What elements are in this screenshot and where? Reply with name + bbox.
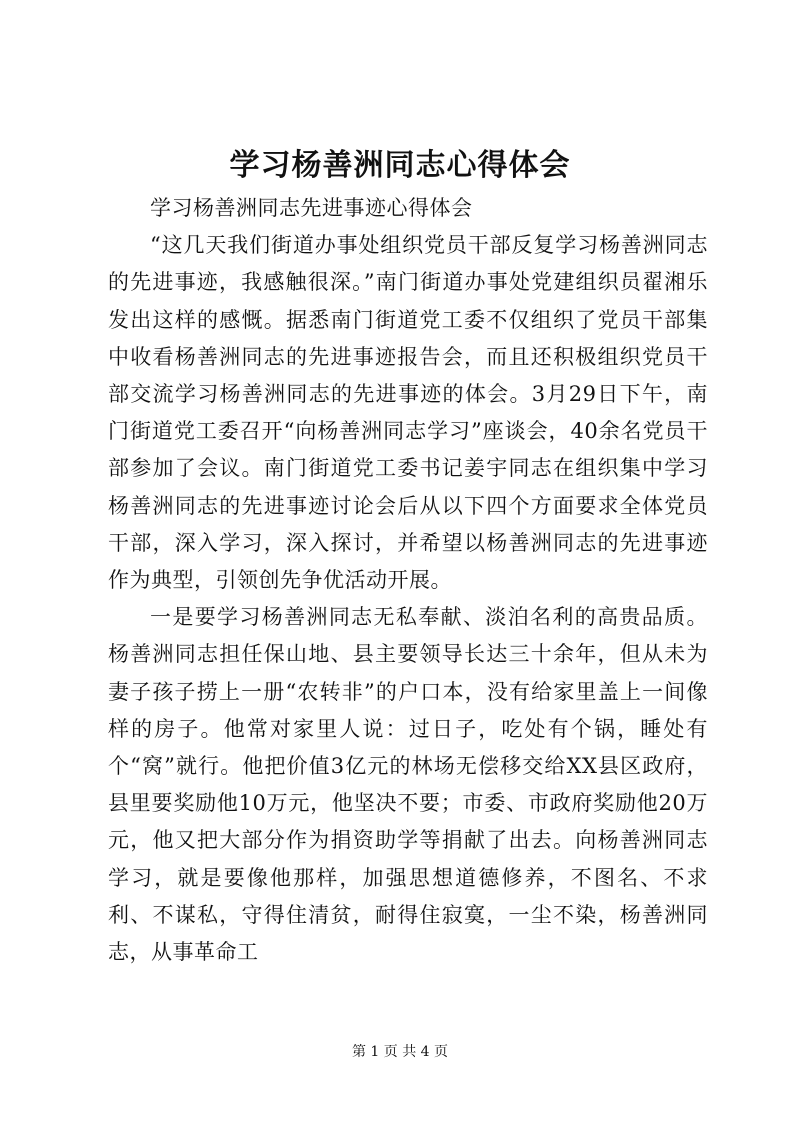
paragraph-subtitle: 学习杨善洲同志先进事迹心得体会 [150, 196, 473, 220]
paragraph-point-one: 一是要学习杨善洲同志无私奉献、淡泊名利的高贵品质。杨善洲同志担任保山地、县主要领导长达三十余年，但从未为妻子孩子捞上一册“农转非”的户口本，没有给家里盖上一间像样的房子。他常对家里人说：过日子，吃处有个锅，睡处有个“窝”就行。他把价值3亿元的林场无偿移交给XX县区政府，县里要奖励他10万元，他坚决不要；市委、市政府奖励他20万元，他又把大部分作为捐资助学等捐献了出去。向杨善洲同志学习，就是要像他那样，加强思想道德修养，不图名、不求利、不谋私，守得住清贫，耐得住寂寞，一尘不染，杨善洲同志，从事革命工 [108, 605, 708, 965]
paragraph-intro: “这几天我们街道办事处组织党员干部反复学习杨善洲同志的先进事迹，我感触很深。”南门街道办事处党建组织员翟湘乐发出这样的感慨。据悉南门街道党工委不仅组织了党员干部集中收看杨善洲同志的先进事迹报告会，而且还积极组织党员干部交流学习杨善洲同志的先进事迹的体会。3月29日下午，南门街道党工委召开“向杨善洲同志学习”座谈会，40余名党员干部参加了会议。南门街道党工委书记姜宇同志在组织集中学习杨善洲同志的先进事迹讨论会后从以下四个方面要求全体党员干部，深入学习，深入探讨，并希望以杨善洲同志的先进事迹作为典型，引领创先争优活动开展。 [108, 233, 708, 593]
document-title: 学习杨善洲同志心得体会 [229, 148, 571, 183]
page-footer: 第 1 页 共 4 页 [351, 1044, 449, 1060]
document-body [108, 190, 708, 971]
